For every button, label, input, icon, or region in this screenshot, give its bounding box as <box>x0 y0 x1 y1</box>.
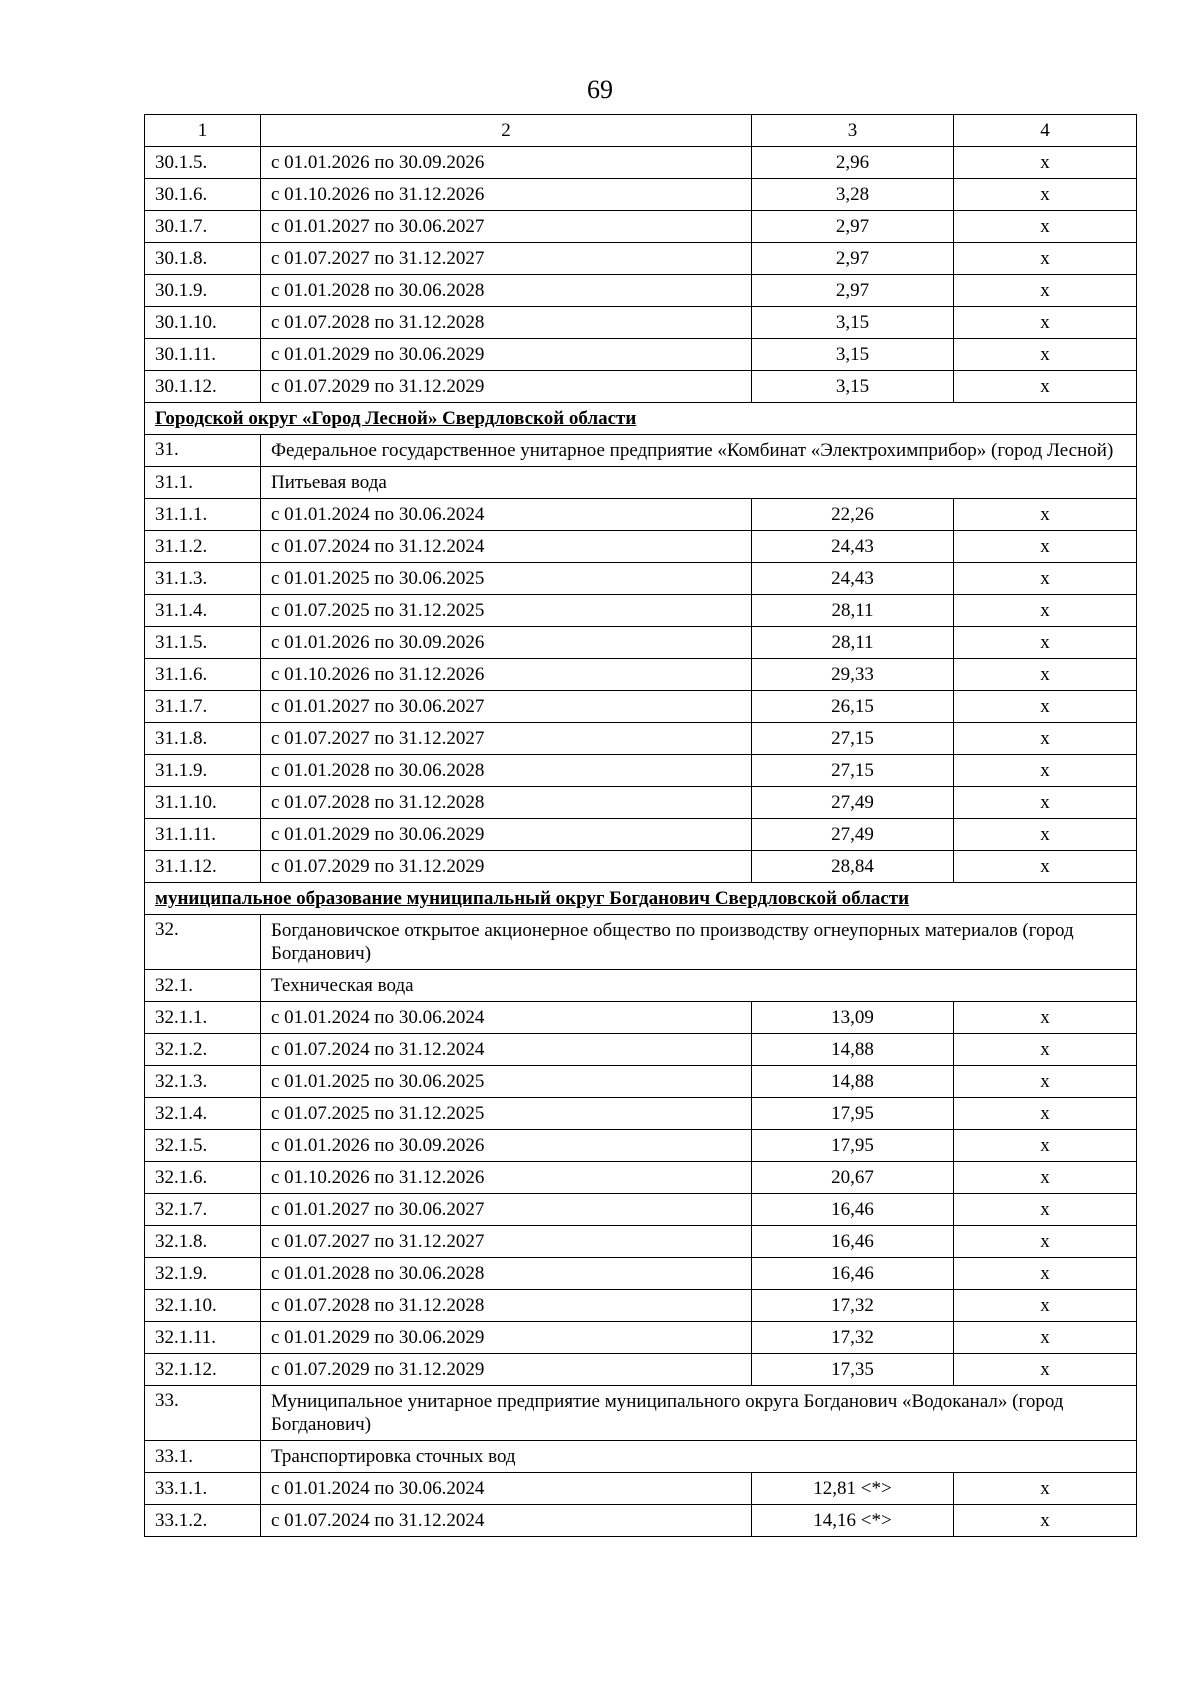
tariff-value: 2,96 <box>752 147 954 179</box>
service-row <box>145 970 1137 1002</box>
period: с 01.01.2027 по 30.06.2027 <box>261 1194 752 1226</box>
organization-name: Муниципальное унитарное предприятие муниципального округа Богданович «Водоканал» (город Богданович) <box>261 1386 1137 1441</box>
service-name: Техническая вода <box>261 970 1137 1002</box>
tariff-value: 17,35 <box>752 1354 954 1386</box>
row-number: 32.1.12. <box>145 1354 261 1386</box>
service-name: Транспортировка сточных вод <box>261 1441 1137 1473</box>
table-row <box>145 243 1137 275</box>
period: с 01.01.2026 по 30.09.2026 <box>261 627 752 659</box>
column-4-value: х <box>954 659 1137 691</box>
period: с 01.07.2025 по 31.12.2025 <box>261 1098 752 1130</box>
column-4-value: х <box>954 1322 1137 1354</box>
period: с 01.07.2028 по 31.12.2028 <box>261 1290 752 1322</box>
table-row <box>145 179 1137 211</box>
table-row <box>145 659 1137 691</box>
tariff-value: 14,16 <*> <box>752 1505 954 1537</box>
table-row <box>145 851 1137 883</box>
column-4-value: х <box>954 851 1137 883</box>
table-row <box>145 211 1137 243</box>
table-row <box>145 563 1137 595</box>
tariff-value: 12,81 <*> <box>752 1473 954 1505</box>
row-number: 32.1.1. <box>145 1002 261 1034</box>
column-4-value: х <box>954 1194 1137 1226</box>
row-number: 31.1.10. <box>145 787 261 819</box>
period: с 01.07.2027 по 31.12.2027 <box>261 1226 752 1258</box>
column-4-value: х <box>954 1290 1137 1322</box>
row-number: 31.1.12. <box>145 851 261 883</box>
row-number: 30.1.6. <box>145 179 261 211</box>
tariff-value: 3,15 <box>752 339 954 371</box>
table-row <box>145 147 1137 179</box>
table-row <box>145 787 1137 819</box>
organization-name: Федеральное государственное унитарное предприятие «Комбинат «Электрохимприбор» (город Лесной) <box>261 435 1137 467</box>
period: с 01.01.2027 по 30.06.2027 <box>261 211 752 243</box>
table-row <box>145 1290 1137 1322</box>
page-number: 69 <box>587 75 613 104</box>
row-number: 33.1.1. <box>145 1473 261 1505</box>
tariff-value: 16,46 <box>752 1194 954 1226</box>
column-4-value: х <box>954 499 1137 531</box>
column-4-value: х <box>954 563 1137 595</box>
column-4-value: х <box>954 1002 1137 1034</box>
tariff-value: 17,32 <box>752 1290 954 1322</box>
tariff-value: 14,88 <box>752 1066 954 1098</box>
row-number: 30.1.10. <box>145 307 261 339</box>
period: с 01.01.2028 по 30.06.2028 <box>261 275 752 307</box>
tariff-table-body <box>145 115 1137 1537</box>
organization-name: Богдановичское открытое акционерное общество по производству огнеупорных материалов (город Богданович) <box>261 915 1137 970</box>
period: с 01.07.2024 по 31.12.2024 <box>261 531 752 563</box>
table-row <box>145 1066 1137 1098</box>
table-row <box>145 1322 1137 1354</box>
header-cell-1: 1 <box>145 115 261 147</box>
period: с 01.01.2024 по 30.06.2024 <box>261 1473 752 1505</box>
period: с 01.01.2028 по 30.06.2028 <box>261 755 752 787</box>
tariff-value: 2,97 <box>752 275 954 307</box>
period: с 01.01.2024 по 30.06.2024 <box>261 1002 752 1034</box>
column-4-value: х <box>954 1098 1137 1130</box>
period: с 01.01.2029 по 30.06.2029 <box>261 819 752 851</box>
row-number: 31. <box>145 435 261 467</box>
row-number: 31.1.9. <box>145 755 261 787</box>
table-row <box>145 1226 1137 1258</box>
table-row <box>145 531 1137 563</box>
tariff-value: 28,11 <box>752 595 954 627</box>
period: с 01.01.2028 по 30.06.2028 <box>261 1258 752 1290</box>
table-row <box>145 755 1137 787</box>
tariff-value: 24,43 <box>752 531 954 563</box>
table-row <box>145 1002 1137 1034</box>
table-row <box>145 691 1137 723</box>
column-4-value: х <box>954 243 1137 275</box>
row-number: 33.1.2. <box>145 1505 261 1537</box>
row-number: 31.1.11. <box>145 819 261 851</box>
organization-row <box>145 1386 1137 1441</box>
column-4-value: х <box>954 147 1137 179</box>
table-row <box>145 1162 1137 1194</box>
table-row <box>145 499 1137 531</box>
row-number: 33. <box>145 1386 261 1441</box>
tariff-value: 17,95 <box>752 1130 954 1162</box>
row-number: 32.1.5. <box>145 1130 261 1162</box>
tariff-value: 29,33 <box>752 659 954 691</box>
column-4-value: х <box>954 1066 1137 1098</box>
table-row <box>145 1130 1137 1162</box>
period: с 01.01.2026 по 30.09.2026 <box>261 147 752 179</box>
row-number: 33.1. <box>145 1441 261 1473</box>
tariff-value: 24,43 <box>752 563 954 595</box>
tariff-value: 16,46 <box>752 1226 954 1258</box>
tariff-value: 3,15 <box>752 371 954 403</box>
period: с 01.07.2024 по 31.12.2024 <box>261 1034 752 1066</box>
period: с 01.07.2029 по 31.12.2029 <box>261 1354 752 1386</box>
table-row <box>145 819 1137 851</box>
row-number: 30.1.12. <box>145 371 261 403</box>
table-row <box>145 339 1137 371</box>
row-number: 30.1.8. <box>145 243 261 275</box>
period: с 01.01.2027 по 30.06.2027 <box>261 691 752 723</box>
tariff-value: 20,67 <box>752 1162 954 1194</box>
row-number: 32.1.11. <box>145 1322 261 1354</box>
row-number: 32.1. <box>145 970 261 1002</box>
period: с 01.07.2025 по 31.12.2025 <box>261 595 752 627</box>
column-4-value: х <box>954 339 1137 371</box>
tariff-value: 14,88 <box>752 1034 954 1066</box>
table-row <box>145 627 1137 659</box>
period: с 01.01.2025 по 30.06.2025 <box>261 1066 752 1098</box>
column-4-value: х <box>954 1130 1137 1162</box>
row-number: 30.1.11. <box>145 339 261 371</box>
row-number: 32.1.4. <box>145 1098 261 1130</box>
row-number: 32.1.7. <box>145 1194 261 1226</box>
row-number: 32. <box>145 915 261 970</box>
row-number: 32.1.6. <box>145 1162 261 1194</box>
row-number: 31.1.8. <box>145 723 261 755</box>
column-4-value: х <box>954 211 1137 243</box>
region-heading: муниципальное образование муниципальный округ Богданович Свердловской области <box>145 883 1137 915</box>
tariff-value: 16,46 <box>752 1258 954 1290</box>
row-number: 31.1.2. <box>145 531 261 563</box>
column-4-value: х <box>954 179 1137 211</box>
header-cell-4: 4 <box>954 115 1137 147</box>
organization-row <box>145 435 1137 467</box>
organization-row <box>145 915 1137 970</box>
row-number: 30.1.7. <box>145 211 261 243</box>
table-row <box>145 371 1137 403</box>
row-number: 31.1.7. <box>145 691 261 723</box>
period: с 01.07.2027 по 31.12.2027 <box>261 723 752 755</box>
tariff-value: 27,15 <box>752 755 954 787</box>
tariff-value: 3,15 <box>752 307 954 339</box>
table-row <box>145 1034 1137 1066</box>
column-4-value: х <box>954 1226 1137 1258</box>
row-number: 32.1.8. <box>145 1226 261 1258</box>
column-4-value: х <box>954 307 1137 339</box>
column-4-value: х <box>954 275 1137 307</box>
column-4-value: х <box>954 1162 1137 1194</box>
tariff-value: 28,11 <box>752 627 954 659</box>
row-number: 31.1.5. <box>145 627 261 659</box>
column-4-value: х <box>954 1505 1137 1537</box>
period: с 01.07.2024 по 31.12.2024 <box>261 1505 752 1537</box>
row-number: 31.1.6. <box>145 659 261 691</box>
column-4-value: х <box>954 723 1137 755</box>
column-4-value: х <box>954 787 1137 819</box>
period: с 01.01.2025 по 30.06.2025 <box>261 563 752 595</box>
tariff-value: 27,49 <box>752 819 954 851</box>
column-4-value: х <box>954 819 1137 851</box>
period: с 01.10.2026 по 31.12.2026 <box>261 1162 752 1194</box>
row-number: 31.1.1. <box>145 499 261 531</box>
period: с 01.10.2026 по 31.12.2026 <box>261 179 752 211</box>
column-4-value: х <box>954 755 1137 787</box>
row-number: 32.1.10. <box>145 1290 261 1322</box>
tariff-value: 2,97 <box>752 243 954 275</box>
header-cell-3: 3 <box>752 115 954 147</box>
period: с 01.01.2026 по 30.09.2026 <box>261 1130 752 1162</box>
row-number: 32.1.3. <box>145 1066 261 1098</box>
tariff-value: 17,95 <box>752 1098 954 1130</box>
tariff-table <box>144 114 1137 1537</box>
tariff-value: 27,15 <box>752 723 954 755</box>
service-row <box>145 467 1137 499</box>
tariff-value: 26,15 <box>752 691 954 723</box>
table-row <box>145 1354 1137 1386</box>
tariff-value: 2,97 <box>752 211 954 243</box>
row-number: 31.1. <box>145 467 261 499</box>
column-4-value: х <box>954 1034 1137 1066</box>
period: с 01.07.2028 по 31.12.2028 <box>261 307 752 339</box>
tariff-value: 28,84 <box>752 851 954 883</box>
table-row <box>145 1098 1137 1130</box>
table-row <box>145 1258 1137 1290</box>
table-row <box>145 1473 1137 1505</box>
period: с 01.07.2029 по 31.12.2029 <box>261 851 752 883</box>
service-row <box>145 1441 1137 1473</box>
table-row <box>145 1505 1137 1537</box>
tariff-value: 17,32 <box>752 1322 954 1354</box>
region-heading-row <box>145 883 1137 915</box>
period: с 01.07.2027 по 31.12.2027 <box>261 243 752 275</box>
region-heading: Городской округ «Город Лесной» Свердловской области <box>145 403 1137 435</box>
tariff-value: 22,26 <box>752 499 954 531</box>
period: с 01.01.2024 по 30.06.2024 <box>261 499 752 531</box>
row-number: 31.1.3. <box>145 563 261 595</box>
header-cell-2: 2 <box>261 115 752 147</box>
column-4-value: х <box>954 1354 1137 1386</box>
table-row <box>145 275 1137 307</box>
row-number: 30.1.9. <box>145 275 261 307</box>
column-4-value: х <box>954 595 1137 627</box>
table-header-row <box>145 115 1137 147</box>
column-4-value: х <box>954 1473 1137 1505</box>
period: с 01.07.2028 по 31.12.2028 <box>261 787 752 819</box>
column-4-value: х <box>954 1258 1137 1290</box>
tariff-value: 27,49 <box>752 787 954 819</box>
column-4-value: х <box>954 531 1137 563</box>
column-4-value: х <box>954 691 1137 723</box>
region-heading-row <box>145 403 1137 435</box>
table-row <box>145 1194 1137 1226</box>
period: с 01.01.2029 по 30.06.2029 <box>261 339 752 371</box>
column-4-value: х <box>954 371 1137 403</box>
table-row <box>145 595 1137 627</box>
column-4-value: х <box>954 627 1137 659</box>
row-number: 32.1.2. <box>145 1034 261 1066</box>
table-row <box>145 307 1137 339</box>
row-number: 32.1.9. <box>145 1258 261 1290</box>
row-number: 30.1.5. <box>145 147 261 179</box>
period: с 01.01.2029 по 30.06.2029 <box>261 1322 752 1354</box>
service-name: Питьевая вода <box>261 467 1137 499</box>
table-row <box>145 723 1137 755</box>
tariff-value: 13,09 <box>752 1002 954 1034</box>
period: с 01.10.2026 по 31.12.2026 <box>261 659 752 691</box>
period: с 01.07.2029 по 31.12.2029 <box>261 371 752 403</box>
tariff-value: 3,28 <box>752 179 954 211</box>
row-number: 31.1.4. <box>145 595 261 627</box>
